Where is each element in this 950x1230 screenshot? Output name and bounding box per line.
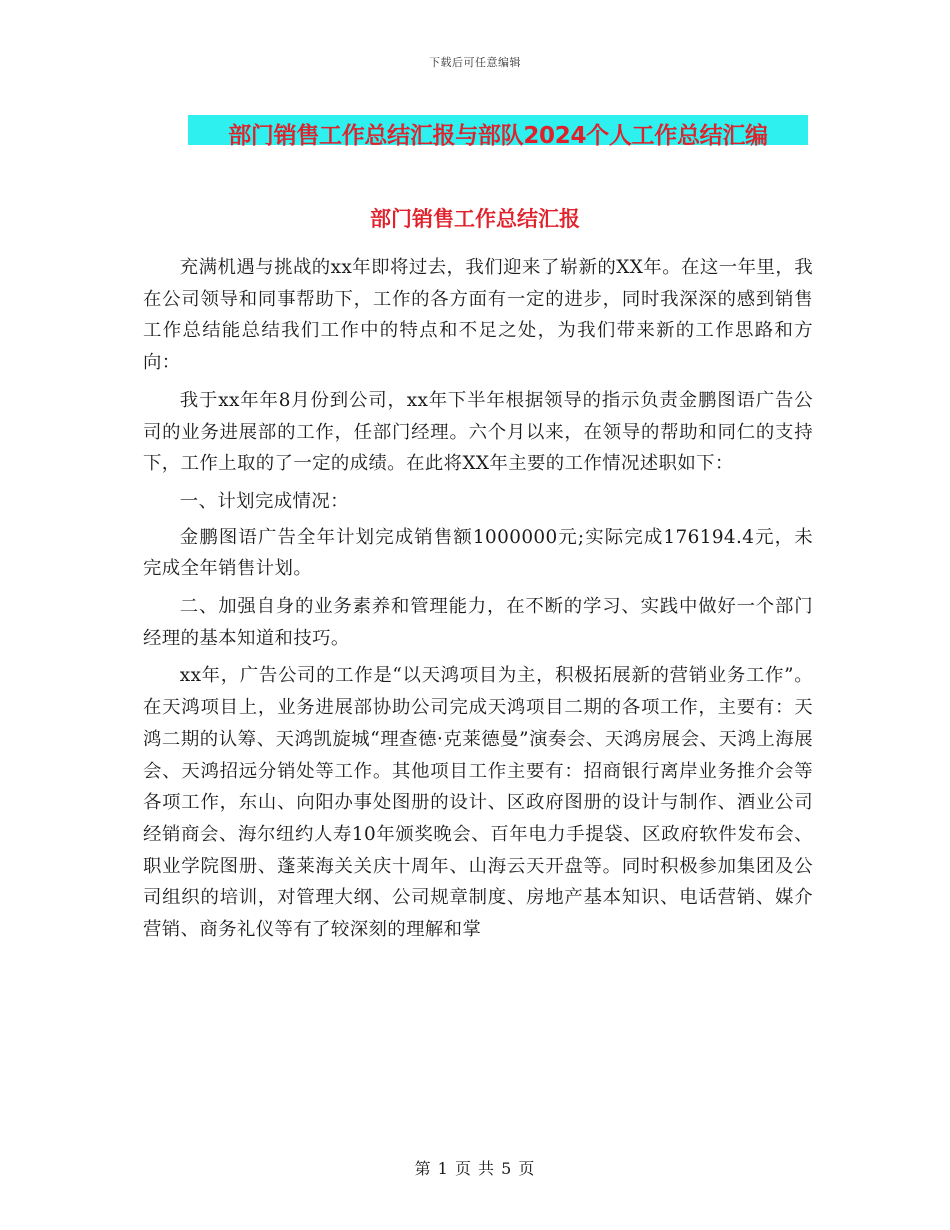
paragraph: xx年，广告公司的工作是“以天鸿项目为主，积极拓展新的营销业务工作”。在天鸿项目上，业务进展部协助公司完成天鸿项目二期的各项工作，主要有：天鸿二期的认筹、天鸿凯旋城“理查德·克莱德曼”演奏会、天鸿房展会、天鸿上海展会、天鸿招远分销处等工作。其他项目工作主要有：招商银行离岸业务推介会等各项工作，东山、向阳办事处图册的设计、区政府图册的设计与制作、酒业公司经销商会、海尔纽约人寿10年颁奖晚会、百年电力手提袋、区政府软件发布会、职业学院图册、蓬莱海关关庆十周年、山海云天开盘等。同时积极参加集团及公司组织的培训，对管理大纲、公司规章制度、房地产基本知识、电话营销、媒介营销、商务礼仪等有了较深刻的理解和掌 [143,665,813,941]
section-heading: 部门销售工作总结汇报 [370,207,580,231]
paragraph: 我于xx年年8月份到公司，xx年下半年根据领导的指示负责金鹏图语广告公司的业务进展部的工作，任部门经理。六个月以来，在领导的帮助和同仁的支持下，工作上取的了一定的成绩。在此将XX年主要的工作情况述职如下： [143,389,813,475]
paragraph: 一、计划完成情况： [179,490,349,512]
document-title: 部门销售工作总结汇报与部队2024个人工作总结汇编 [228,123,768,149]
paragraph: 金鹏图语广告全年计划完成销售额1000000元;实际完成176194.4元，未完成全年销售计划。 [143,526,813,580]
paragraph: 充满机遇与挑战的xx年即将过去，我们迎来了崭新的XX年。在这一年里，我在公司领导和同事帮助下，工作的各方面有一定的进步，同时我深深的感到销售工作总结能总结我们工作中的特点和不足之处，为我们带来新的工作思路和方向： [143,257,813,374]
document-body [143,252,813,952]
header-note: 下载后可任意编辑 [429,56,521,69]
paragraph: 二、加强自身的业务素养和管理能力，在不断的学习、实践中做好一个部门经理的基本知道和技巧。 [143,596,813,649]
page-footer: 第 1 页 共 5 页 [414,1159,536,1178]
